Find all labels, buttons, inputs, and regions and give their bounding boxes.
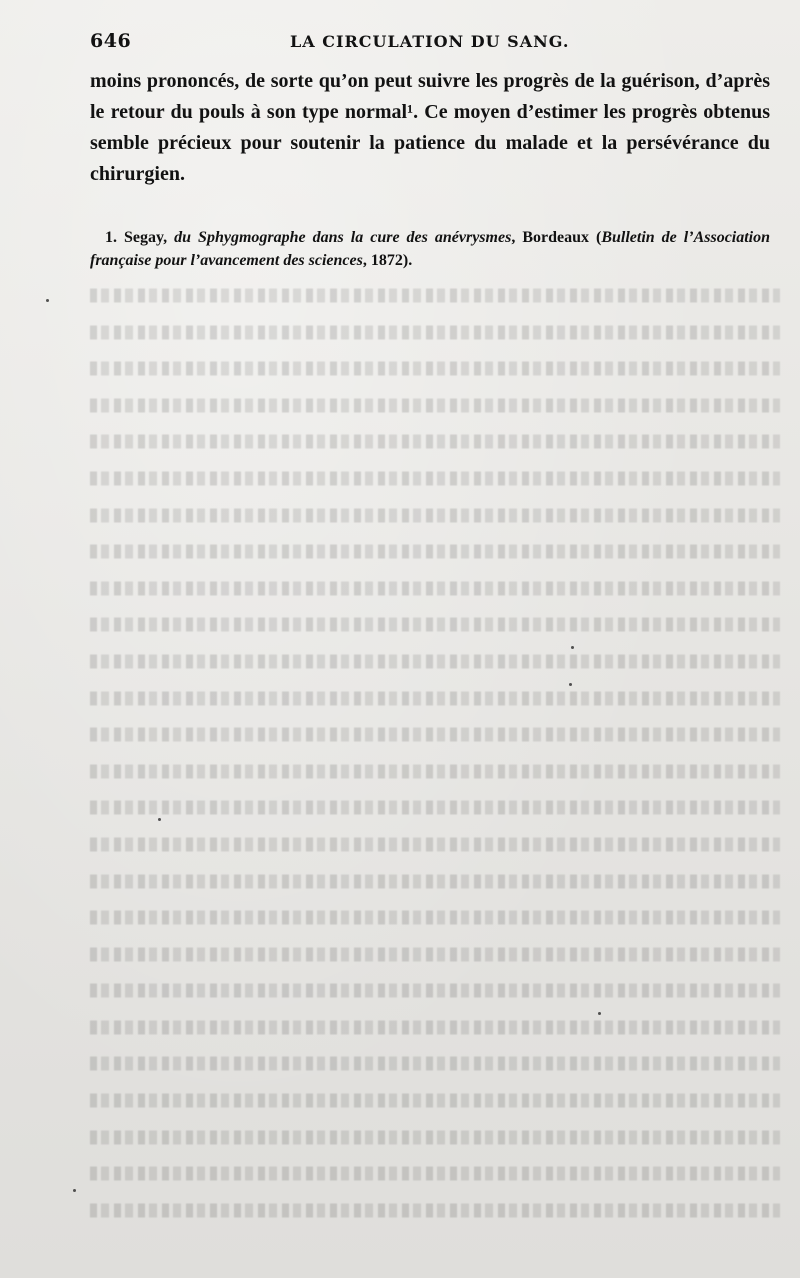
footnote-author: Segay, xyxy=(124,229,168,246)
paper-speck xyxy=(569,683,572,686)
paper-speck xyxy=(73,1189,76,1192)
paper-speck xyxy=(571,646,574,649)
body-paragraph: moins prononcés, de sorte qu’on peut suivre les progrès de la guérison, d’après le retour du pouls à son type normal¹. Ce moyen d’estimer les progrès obtenus semble précieux pour soutenir la patience du malade et la persévérance du chirurgien. xyxy=(90,70,770,185)
paper-speck xyxy=(598,1012,601,1015)
footnote-place: , Bordeaux ( xyxy=(511,229,602,246)
footnote-title: du Sphygmographe dans la cure des anévrysmes xyxy=(174,229,512,246)
page-header xyxy=(90,30,760,56)
show-through-bleed xyxy=(90,280,780,1260)
running-title: LA CIRCULATION DU SANG. xyxy=(290,32,570,51)
footnote-end: , 1872). xyxy=(362,252,413,269)
footnote xyxy=(90,226,770,272)
footnote-marker: 1. xyxy=(105,229,117,246)
paper-speck xyxy=(158,818,161,821)
paper-speck xyxy=(46,299,49,302)
page-number: 646 xyxy=(90,30,132,52)
footnote-journal: Bulletin de l’Association française pour l’avancement des sciences xyxy=(90,229,771,269)
